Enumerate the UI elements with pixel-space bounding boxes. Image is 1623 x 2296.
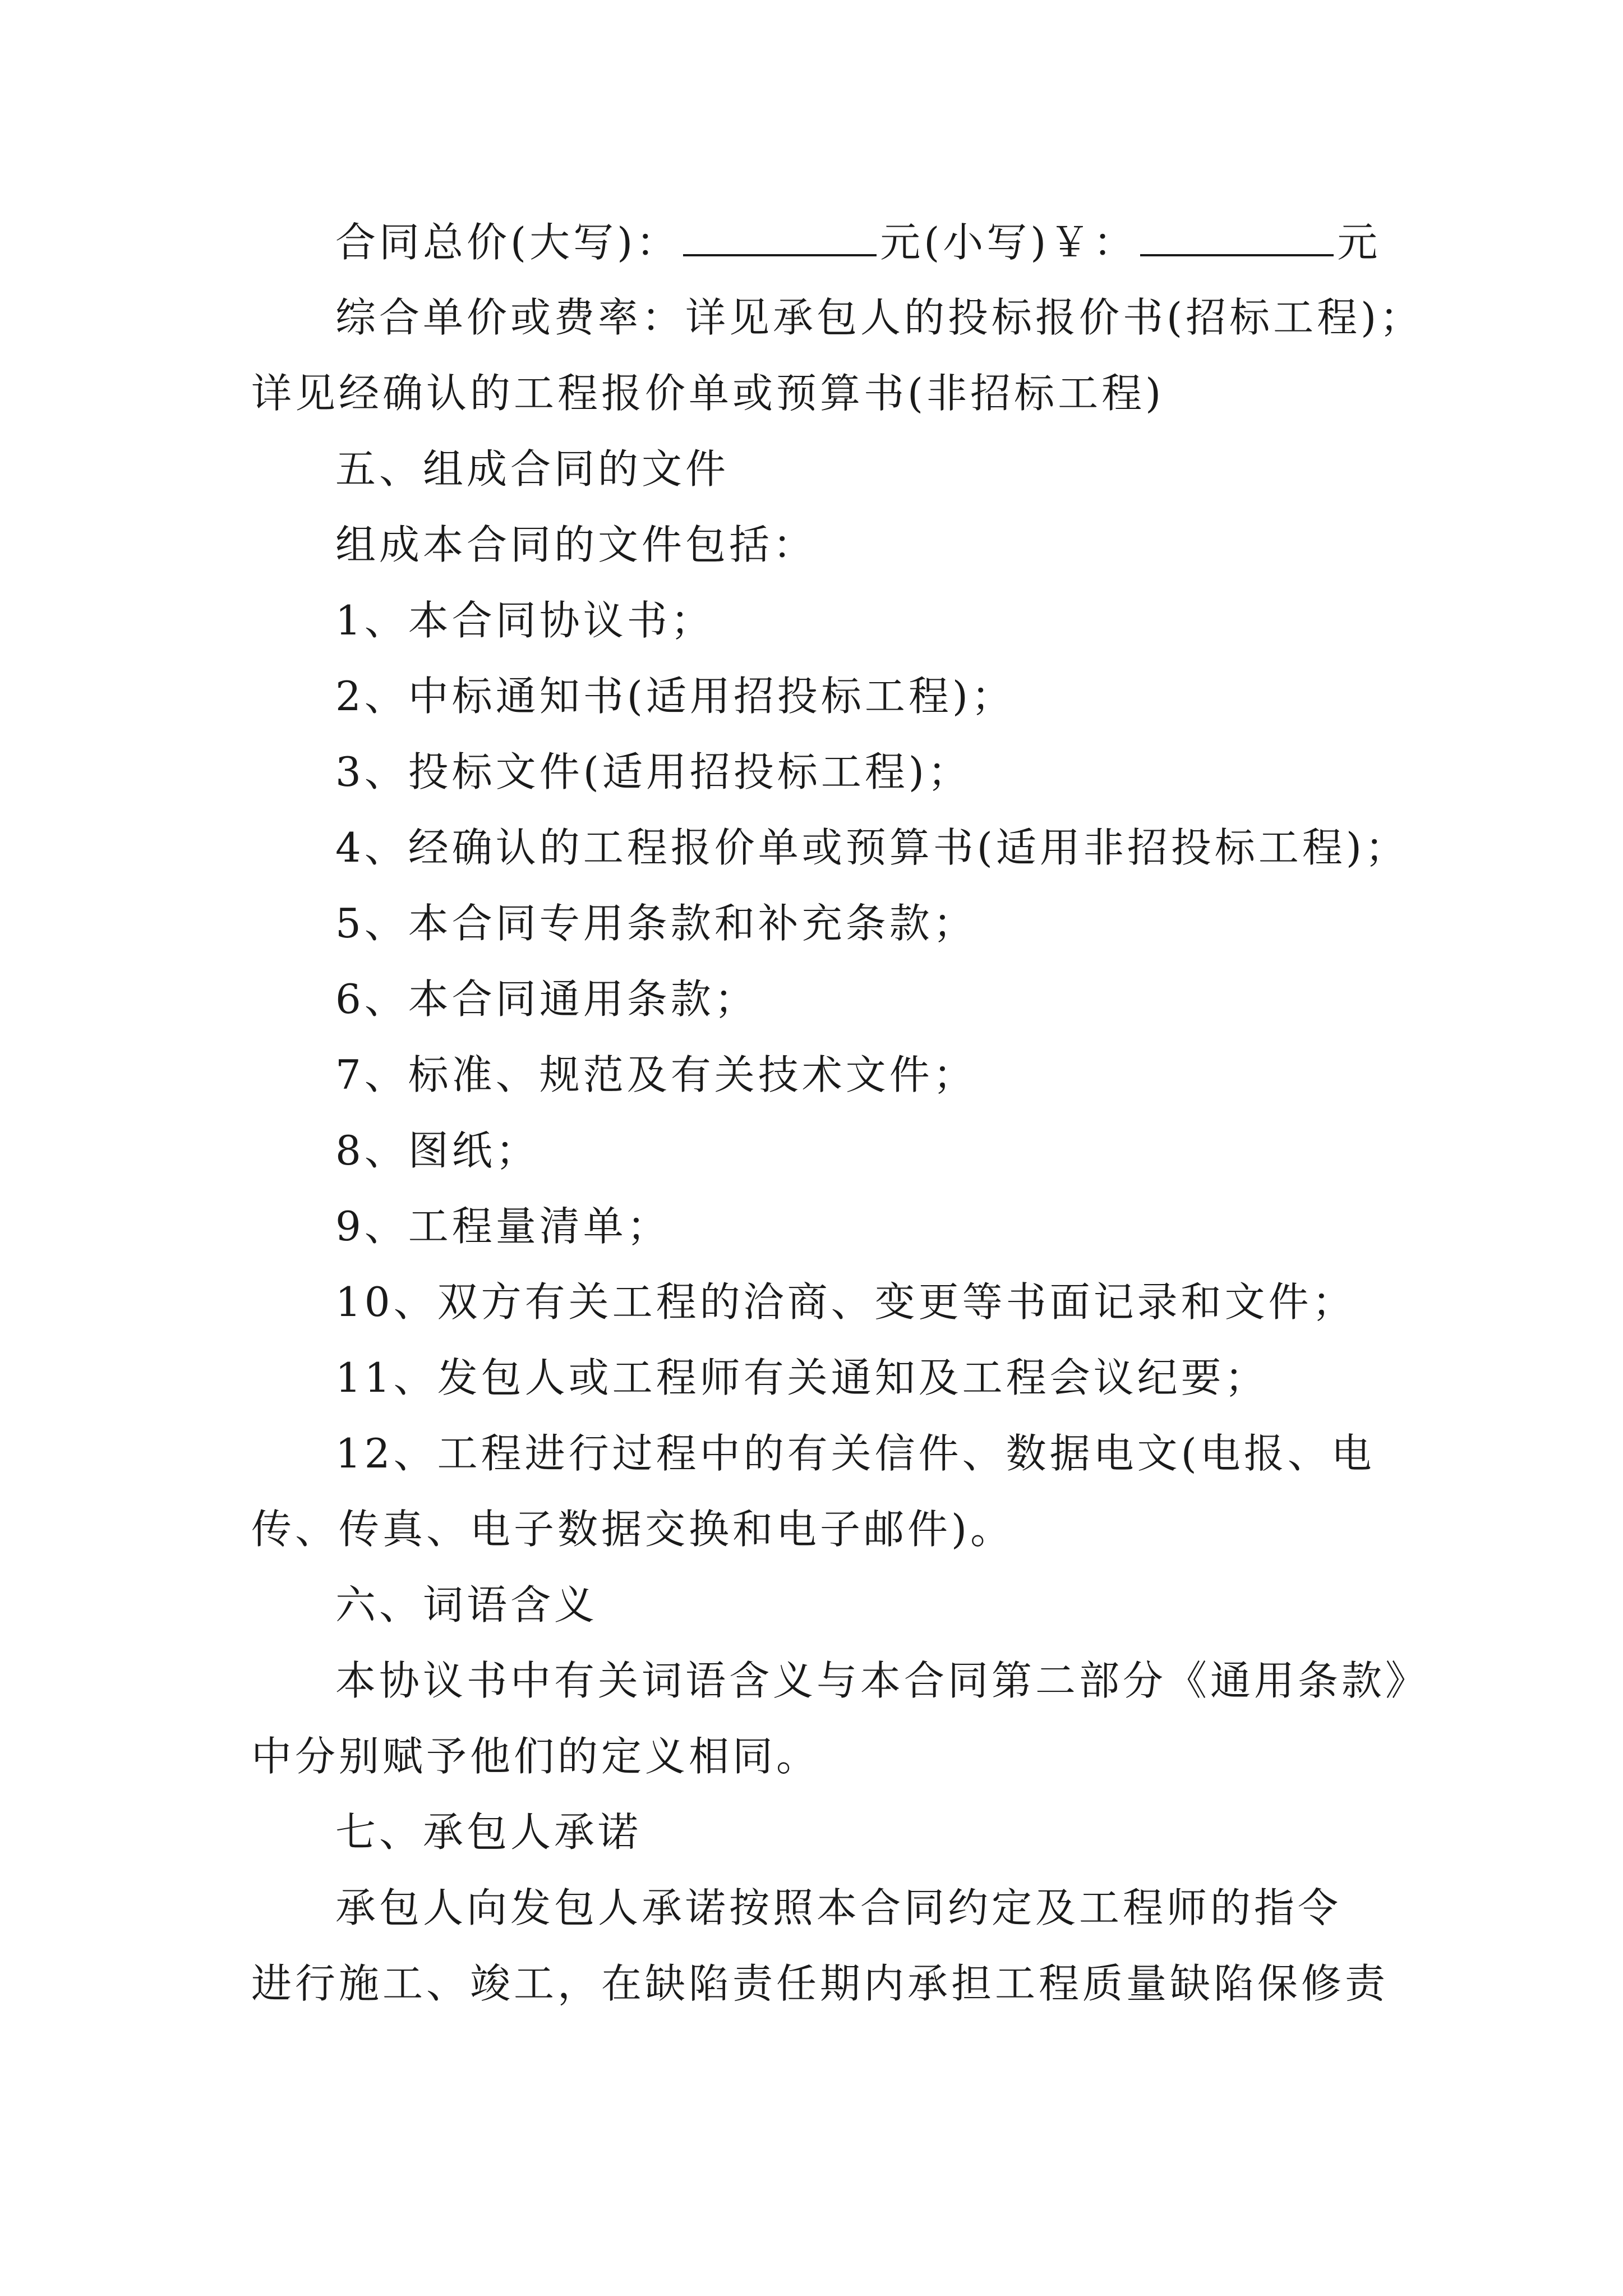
lowercase-amount-blank: [1140, 222, 1334, 256]
section-heading: 六、词语含义: [335, 1581, 598, 1628]
list-item: 3、投标文件(适用招投标工程)；: [335, 748, 971, 795]
contract-total-price-line: [335, 219, 1381, 266]
lowercase-amount-label: 元(小写)￥：: [880, 219, 1137, 266]
list-item: 11、发包人或工程师有关通知及工程会议纪要；: [335, 1354, 1269, 1401]
section-heading: 七、承包人承诺: [335, 1809, 642, 1856]
paragraph-line: 详见经确认的工程报价单或预算书(非招标工程): [251, 370, 1165, 417]
list-item: 7、标准、规范及有关技术文件；: [335, 1051, 977, 1098]
list-item: 4、经确认的工程报价单或预算书(适用非招投标工程)；: [335, 824, 1409, 871]
paragraph-line: 进行施工、竣工，在缺陷责任期内承担工程质量缺陷保修责: [251, 1960, 1389, 2007]
list-item: 12、工程进行过程中的有关信件、数据电文(电报、电: [335, 1430, 1375, 1477]
paragraph-line: 承包人向发包人承诺按照本合同约定及工程师的指令: [335, 1884, 1342, 1931]
section-heading: 五、组成合同的文件: [335, 445, 730, 493]
paragraph-line: 本协议书中有关词语含义与本合同第二部分《通用条款》: [335, 1657, 1430, 1704]
list-item: 6、本合同通用条款；: [335, 976, 758, 1023]
total-price-label: 合同总价(大写)：: [335, 219, 680, 266]
list-item: 9、工程量清单；: [335, 1203, 671, 1250]
paragraph-line: 综合单价或费率：详见承包人的投标报价书(招标工程)；: [335, 294, 1424, 341]
paragraph-line: 中分别赋予他们的定义相同。: [251, 1733, 820, 1780]
uppercase-amount-blank: [683, 222, 877, 256]
list-item: 2、中标通知书(适用招投标工程)；: [335, 673, 1015, 720]
list-item: 5、本合同专用条款和补充条款；: [335, 900, 977, 947]
paragraph-line: 组成本合同的文件包括：: [335, 521, 817, 568]
currency-unit: 元: [1337, 219, 1381, 266]
list-item: 10、双方有关工程的洽商、变更等书面记录和文件；: [335, 1278, 1356, 1326]
list-item-continuation: 传、传真、电子数据交换和电子邮件)。: [251, 1506, 1015, 1553]
list-item: 8、图纸；: [335, 1127, 540, 1174]
list-item: 1、本合同协议书；: [335, 597, 714, 644]
